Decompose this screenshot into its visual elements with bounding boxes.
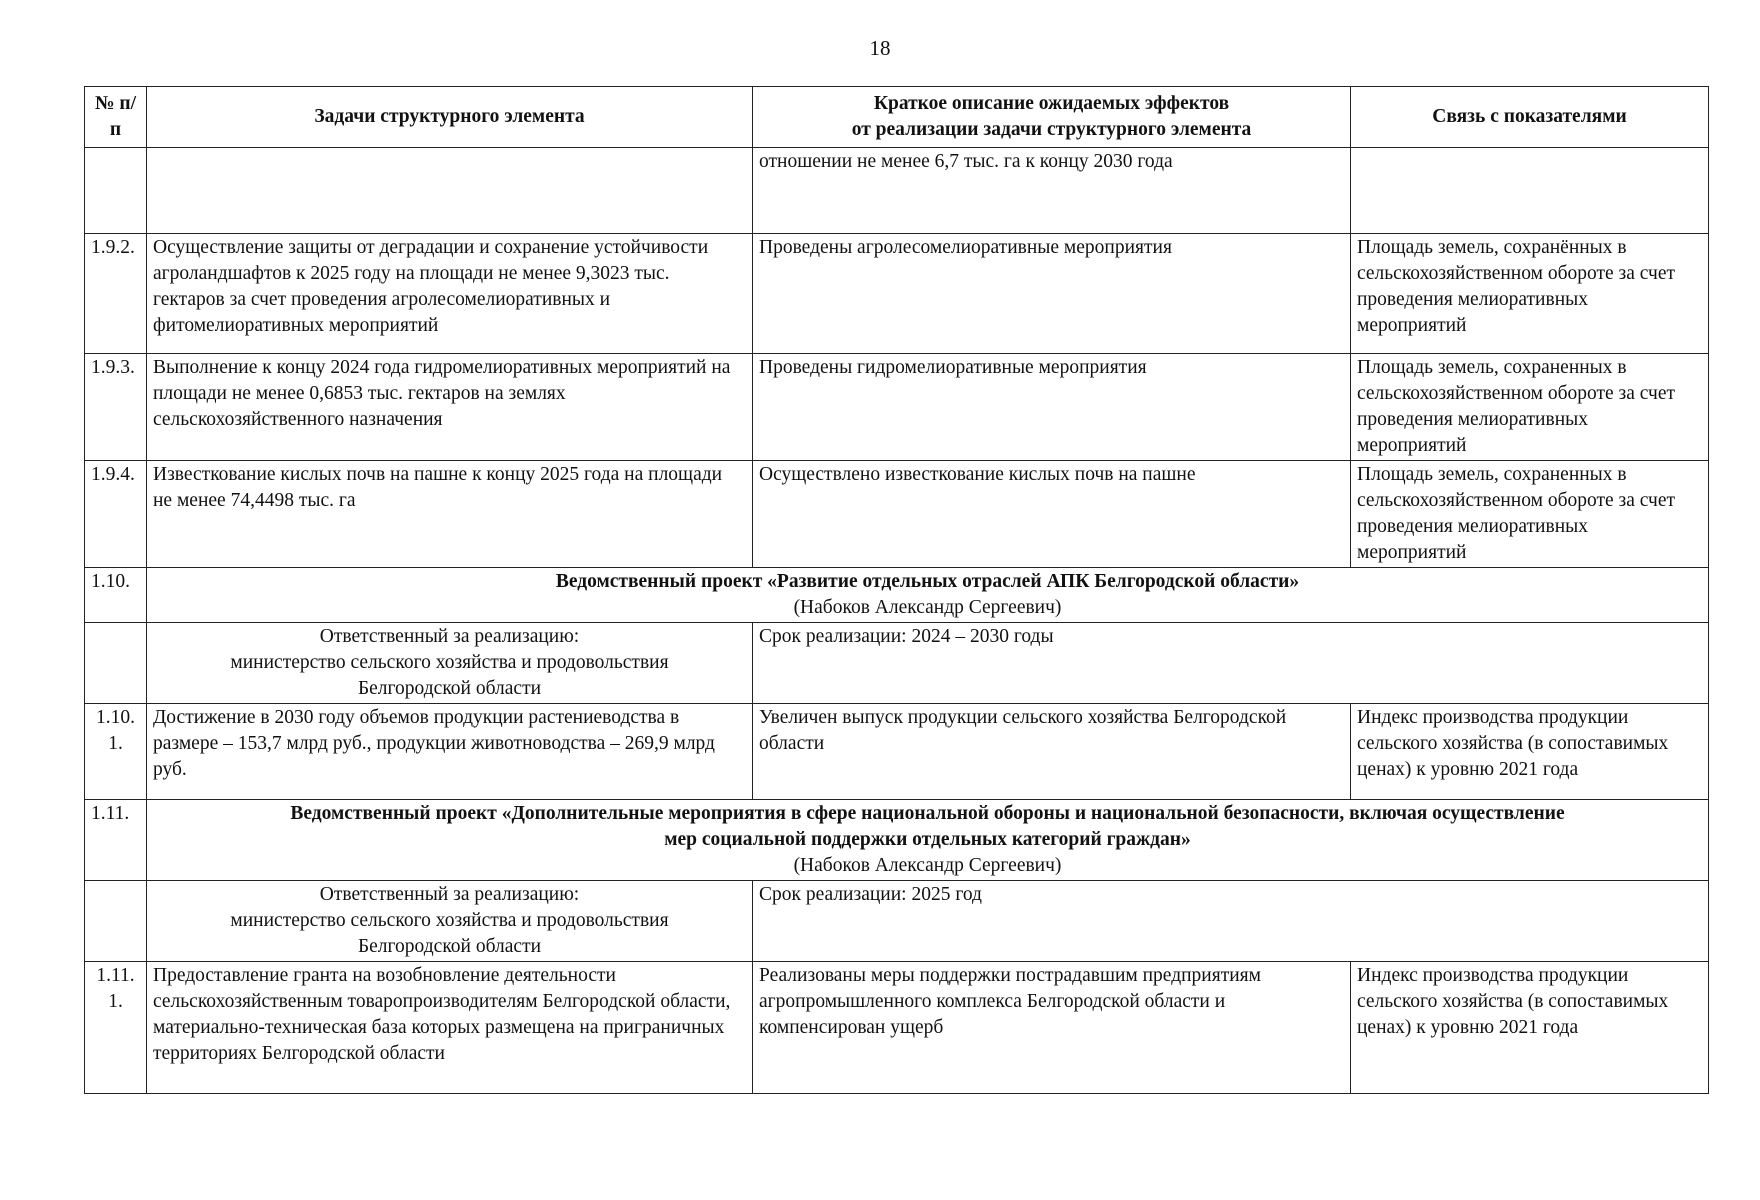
project-row xyxy=(85,800,1709,881)
responsible-org-line2: Белгородской области xyxy=(357,936,542,957)
responsible-row xyxy=(85,623,1709,704)
table-row xyxy=(85,962,1709,1094)
project-num: 1.10. xyxy=(85,568,147,623)
row-num: 1.9.3. xyxy=(85,354,147,461)
header-num: № п/п xyxy=(85,87,147,148)
page-number: 18 xyxy=(869,36,891,60)
task-cell: Предоставление гранта на возобновление деятельности сельскохозяйственным товаропроизводителям Белгородской области, материально-техническая база которых размещена на приграничных территориях Белгородской области xyxy=(147,962,753,1094)
responsible-label: Ответственный за реализацию: xyxy=(319,626,580,647)
effect-cell: Увеличен выпуск продукции сельского хозяйства Белгородской области xyxy=(753,704,1351,800)
row-num xyxy=(85,881,147,962)
effect-cell: Осуществлено известкование кислых почв на пашне xyxy=(753,461,1351,568)
header-link: Связь с показателями xyxy=(1351,87,1709,148)
responsible-row xyxy=(85,881,1709,962)
row-num xyxy=(85,623,147,704)
project-num: 1.11. xyxy=(85,800,147,881)
project-curator: (Набоков Александр Сергеевич) xyxy=(793,855,1062,876)
link-cell: Площадь земель, сохраненных в сельскохозяйственном обороте за счет проведения мелиоративных мероприятий xyxy=(1351,354,1709,461)
task-cell xyxy=(147,148,753,234)
table-header-row xyxy=(85,87,1709,148)
responsible-label: Ответственный за реализацию: xyxy=(319,884,580,905)
responsible-org-line2: Белгородской области xyxy=(357,678,542,699)
table-row xyxy=(85,704,1709,800)
project-row xyxy=(85,568,1709,623)
row-num xyxy=(85,148,147,234)
project-heading xyxy=(147,800,1709,881)
table-row xyxy=(85,354,1709,461)
task-cell: Осуществление защиты от деградации и сохранение устойчивости агроландшафтов к 2025 году на площади не менее 9,3023 тыс. гектаров за счет проведения агролесомелиоративных и фитомелиоративных мероприятий xyxy=(147,234,753,354)
link-cell: Индекс производства продукции сельского хозяйства (в сопоставимых ценах) к уровню 2021 года xyxy=(1351,962,1709,1094)
responsible-org-line1: министерство сельского хозяйства и продовольствия xyxy=(230,910,669,931)
effect-cell: Проведены агролесомелиоративные мероприятия xyxy=(753,234,1351,354)
structural-element-table xyxy=(84,86,1709,1094)
effect-cell: Проведены гидромелиоративные мероприятия xyxy=(753,354,1351,461)
row-num: 1.11. 1. xyxy=(85,962,147,1094)
responsible-org-line1: министерство сельского хозяйства и продовольствия xyxy=(230,652,669,673)
table-row xyxy=(85,461,1709,568)
header-effects xyxy=(753,87,1351,148)
row-num: 1.10. 1. xyxy=(85,704,147,800)
table-row xyxy=(85,234,1709,354)
header-effects-line1: Краткое описание ожидаемых эффектов xyxy=(873,93,1230,114)
table-row xyxy=(85,148,1709,234)
task-cell: Достижение в 2030 году объемов продукции растениеводства в размере – 153,7 млрд руб., продукции животноводства – 269,9 млрд руб. xyxy=(147,704,753,800)
header-tasks: Задачи структурного элемента xyxy=(147,87,753,148)
link-cell: Площадь земель, сохраненных в сельскохозяйственном обороте за счет проведения мелиоративных мероприятий xyxy=(1351,461,1709,568)
effect-cell: отношении не менее 6,7 тыс. га к концу 2030 года xyxy=(753,148,1351,234)
effect-cell: Реализованы меры поддержки пострадавшим предприятиям агропромышленного комплекса Белгородской области и компенсирован ущерб xyxy=(753,962,1351,1094)
header-effects-line2: от реализации задачи структурного элемента xyxy=(851,119,1252,140)
responsible-cell xyxy=(147,881,753,962)
project-title-line2: мер социальной поддержки отдельных категорий граждан» xyxy=(664,829,1191,850)
link-cell: Площадь земель, сохранённых в сельскохозяйственном обороте за счет проведения мелиоративных мероприятий xyxy=(1351,234,1709,354)
responsible-cell xyxy=(147,623,753,704)
term-cell: Срок реализации: 2025 год xyxy=(753,881,1709,962)
link-cell: Индекс производства продукции сельского хозяйства (в сопоставимых ценах) к уровню 2021 года xyxy=(1351,704,1709,800)
row-num: 1.9.2. xyxy=(85,234,147,354)
task-cell: Известкование кислых почв на пашне к концу 2025 года на площади не менее 74,4498 тыс. га xyxy=(147,461,753,568)
project-title-line1: Ведомственный проект «Дополнительные мероприятия в сфере национальной обороны и национальной безопасности, включая осуществление xyxy=(290,803,1565,824)
link-cell xyxy=(1351,148,1709,234)
task-cell: Выполнение к концу 2024 года гидромелиоративных мероприятий на площади не менее 0,6853 тыс. гектаров на землях сельскохозяйственного назначения xyxy=(147,354,753,461)
project-curator: (Набоков Александр Сергеевич) xyxy=(793,597,1062,618)
row-num: 1.9.4. xyxy=(85,461,147,568)
project-heading xyxy=(147,568,1709,623)
term-cell: Срок реализации: 2024 – 2030 годы xyxy=(753,623,1709,704)
project-title: Ведомственный проект «Развитие отдельных отраслей АПК Белгородской области» xyxy=(555,571,1300,592)
